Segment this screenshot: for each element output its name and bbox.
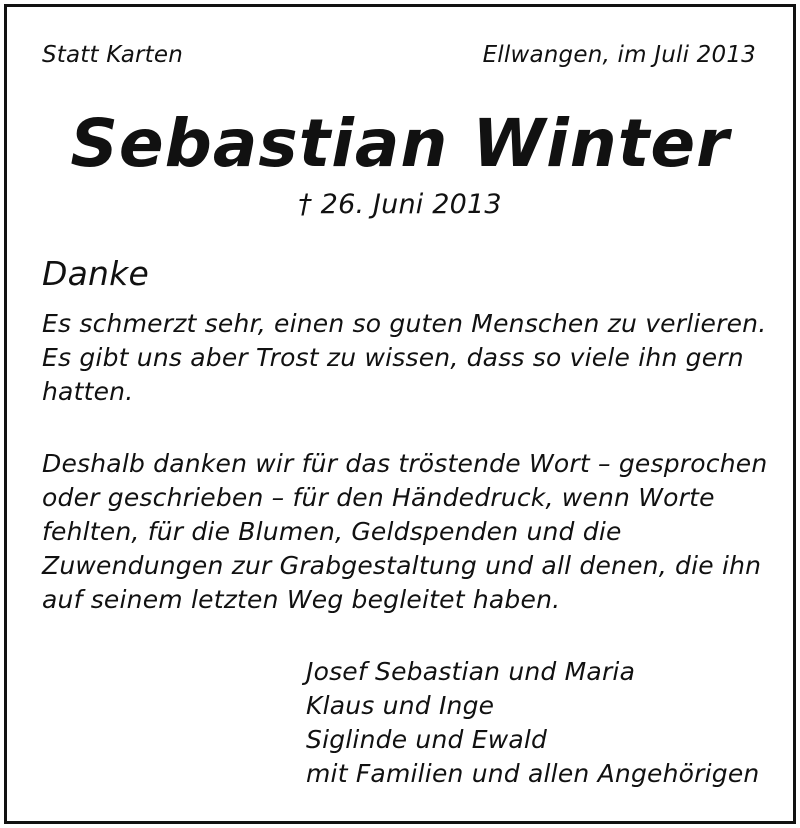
signature-line: Josef Sebastian und Maria xyxy=(306,657,636,686)
paragraph-1-line: hatten. xyxy=(42,377,134,406)
paragraph-2-line: auf seinem letzten Weg begleitet haben. xyxy=(42,585,561,614)
signature-line: Klaus und Inge xyxy=(306,691,495,720)
deceased-name: Sebastian Winter xyxy=(70,105,730,182)
paragraph-2-line: Deshalb danken wir für das tröstende Wort – gesprochen xyxy=(42,449,768,478)
paragraph-2-line: fehlten, für die Blumen, Geldspenden und die xyxy=(42,517,622,546)
paragraph-1-line: Es schmerzt sehr, einen so guten Menschen zu verlieren. xyxy=(42,309,767,338)
death-date: † 26. Juni 2013 xyxy=(298,189,502,220)
signature-line: Siglinde und Ewald xyxy=(306,725,548,754)
signature-line: mit Familien und allen Angehörigen xyxy=(306,759,760,788)
paragraph-2-line: Zuwendungen zur Grabgestaltung und all denen, die ihn xyxy=(42,551,762,580)
paragraph-1-line: Es gibt uns aber Trost zu wissen, dass so viele ihn gern xyxy=(42,343,744,372)
thanks-heading: Danke xyxy=(42,254,149,293)
paragraph-2-line: oder geschrieben – für den Händedruck, wenn Worte xyxy=(42,483,715,512)
place-date-label: Ellwangen, im Juli 2013 xyxy=(482,42,756,68)
statt-karten-label: Statt Karten xyxy=(42,42,184,68)
